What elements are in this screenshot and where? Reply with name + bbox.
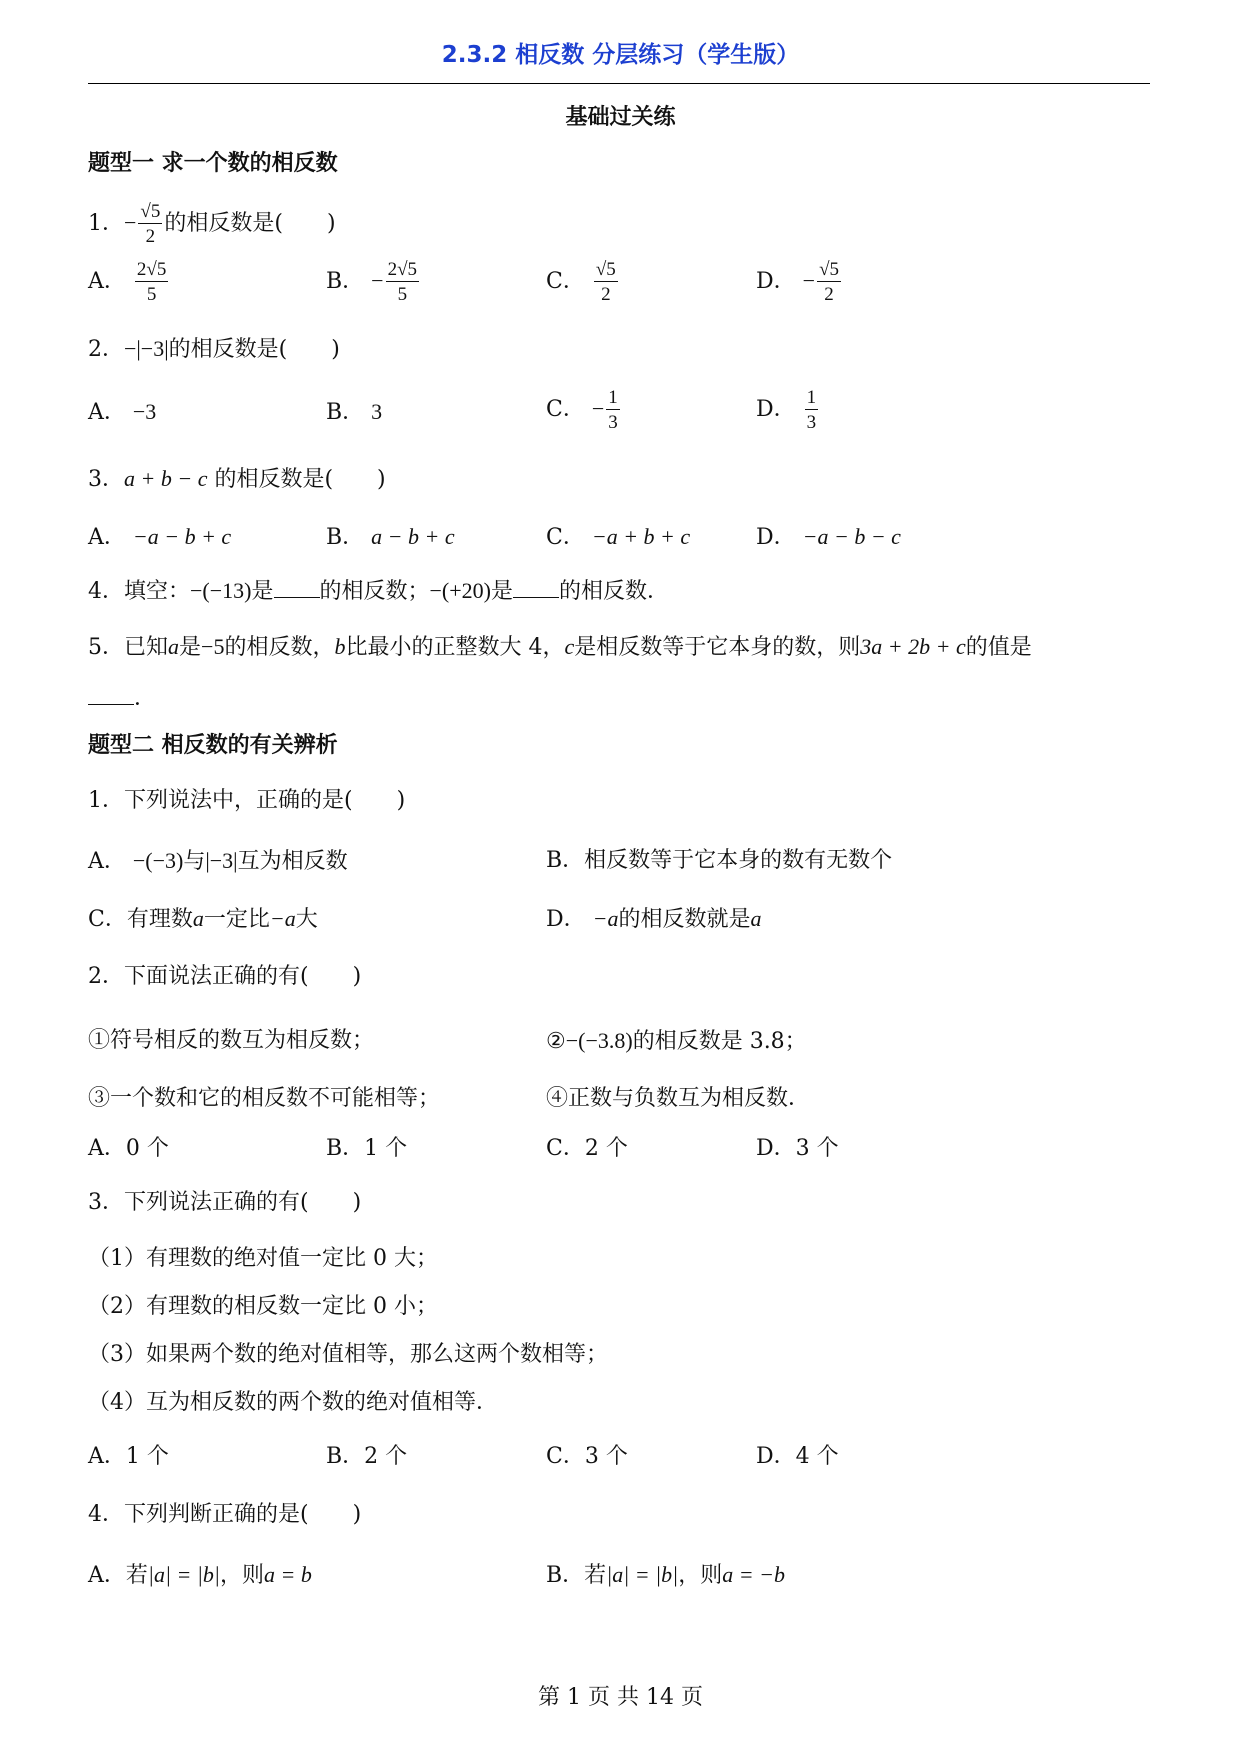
page-title: 2.3.2 相反数 分层练习（学生版） [441,42,800,68]
type2-q4-stem: 4．下列判断正确的是( ) [88,1502,362,1527]
type1-q4-stem: 4．填空：−(−13)是 的相反数；−(+20)是 的相反数． [88,578,670,604]
answer-blank[interactable] [513,577,559,598]
fraction: $\frac{1}{3}$ [608,387,618,433]
type1-q5-stem: 5．已知a是−5的相反数，b比最小的正整数大 4，c是相反数等于它本身的数，则3a + 2b + c的值是 [88,634,1032,660]
type2-q1-option-d[interactable]: D． −a的相反数就是a [546,906,762,932]
type2-q4-option-b[interactable]: B．若|a| = |b|，则a = −b [546,1562,785,1588]
type1-q5-blank-line: ． [88,684,156,714]
type2-q2-statement-4: ④正数与负数互为相反数． [546,1086,811,1111]
type2-q3-statement-4: （4）互为相反数的两个数的绝对值相等． [88,1390,498,1415]
type1-q3-stem: 3．a + b − c 的相反数是( ) [88,466,386,492]
type1-q1-option-d[interactable]: D． − $\frac{√5}{2}$ [756,259,839,305]
type2-q4-option-a[interactable]: A．若|a| = |b|，则a = b [88,1562,312,1588]
type2-q3-statement-2: （2）有理数的相反数一定比 0 小； [88,1294,438,1319]
fraction: $\frac{1}{3}$ [806,387,817,433]
fraction: $\frac{2√5}{5}$ [136,259,167,305]
type2-q3-statement-3: （3）如果两个数的绝对值相等，那么这两个数相等； [88,1342,608,1367]
page-footer: 第 1 页 共 14 页 [538,1685,703,1710]
fraction: $\frac{√5}{2}$ [140,201,161,247]
type2-q2-option-c[interactable]: C．2 个 [546,1136,628,1161]
type1-q3-option-c[interactable]: C． −a + b + c [546,524,691,550]
type1-heading: 题型一 求一个数的相反数 [88,151,338,176]
answer-blank[interactable] [274,577,320,598]
type2-q2-option-a[interactable]: A．0 个 [88,1136,169,1161]
type2-q2-statement-2: ②−(−3.8)的相反数是 3.8； [546,1028,807,1054]
type2-q2-stem: 2．下面说法正确的有( ) [88,964,362,989]
header-divider [88,83,1150,84]
type2-q3-option-b[interactable]: B．2 个 [326,1444,408,1469]
type2-q3-stem: 3．下列说法正确的有( ) [88,1190,362,1215]
type2-q2-statement-1: ①符号相反的数互为相反数； [88,1028,375,1053]
type2-q3-option-c[interactable]: C．3 个 [546,1444,628,1469]
fraction: $\frac{√5}{2}$ [819,259,839,305]
type2-q1-stem: 1．下列说法中，正确的是( ) [88,788,406,813]
fraction: $\frac{√5}{2}$ [595,259,616,305]
type1-q1-option-c[interactable]: C． $\frac{√5}{2}$ [546,259,616,305]
fraction: $\frac{2√5}{5}$ [387,259,418,305]
section-title: 基础过关练 [565,105,676,130]
type1-q2-option-d[interactable]: D． $\frac{1}{3}$ [756,387,817,433]
type1-q2-option-c[interactable]: C． − $\frac{1}{3}$ [546,387,618,433]
type2-q1-option-b[interactable]: B．相反数等于它本身的数有无数个 [546,848,893,873]
type2-q1-option-c[interactable]: C．有理数a一定比−a大 [88,906,318,932]
type2-q3-option-a[interactable]: A．1 个 [88,1444,169,1469]
type2-q2-option-d[interactable]: D．3 个 [756,1136,839,1161]
answer-blank[interactable] [88,684,134,705]
type2-heading: 题型二 相反数的有关辨析 [88,733,338,758]
type1-q2-stem: 2．−|−3|的相反数是( ) [88,336,340,362]
type2-q3-statement-1: （1）有理数的绝对值一定比 0 大； [88,1246,438,1271]
type1-q2-option-b[interactable]: B． 3 [326,399,383,425]
type1-q1-option-a[interactable]: A． $\frac{2√5}{5}$ [88,259,167,305]
type1-q3-option-b[interactable]: B． a − b + c [326,524,455,550]
type2-q2-statement-3: ③一个数和它的相反数不可能相等； [88,1086,441,1111]
type1-q1-option-b[interactable]: B． − $\frac{2√5}{5}$ [326,259,418,305]
type1-q3-option-d[interactable]: D． −a − b − c [756,524,901,550]
type2-q2-option-b[interactable]: B．1 个 [326,1136,408,1161]
type2-q1-option-a[interactable]: A． −(−3)与|−3|互为相反数 [88,848,348,874]
type2-q3-option-d[interactable]: D．4 个 [756,1444,839,1469]
type1-q3-option-a[interactable]: A． −a − b + c [88,524,232,550]
type1-q1-stem: 1．− $\frac{√5}{2}$ 的相反数是( ) [88,201,336,247]
type1-q2-option-a[interactable]: A． −3 [88,399,157,425]
